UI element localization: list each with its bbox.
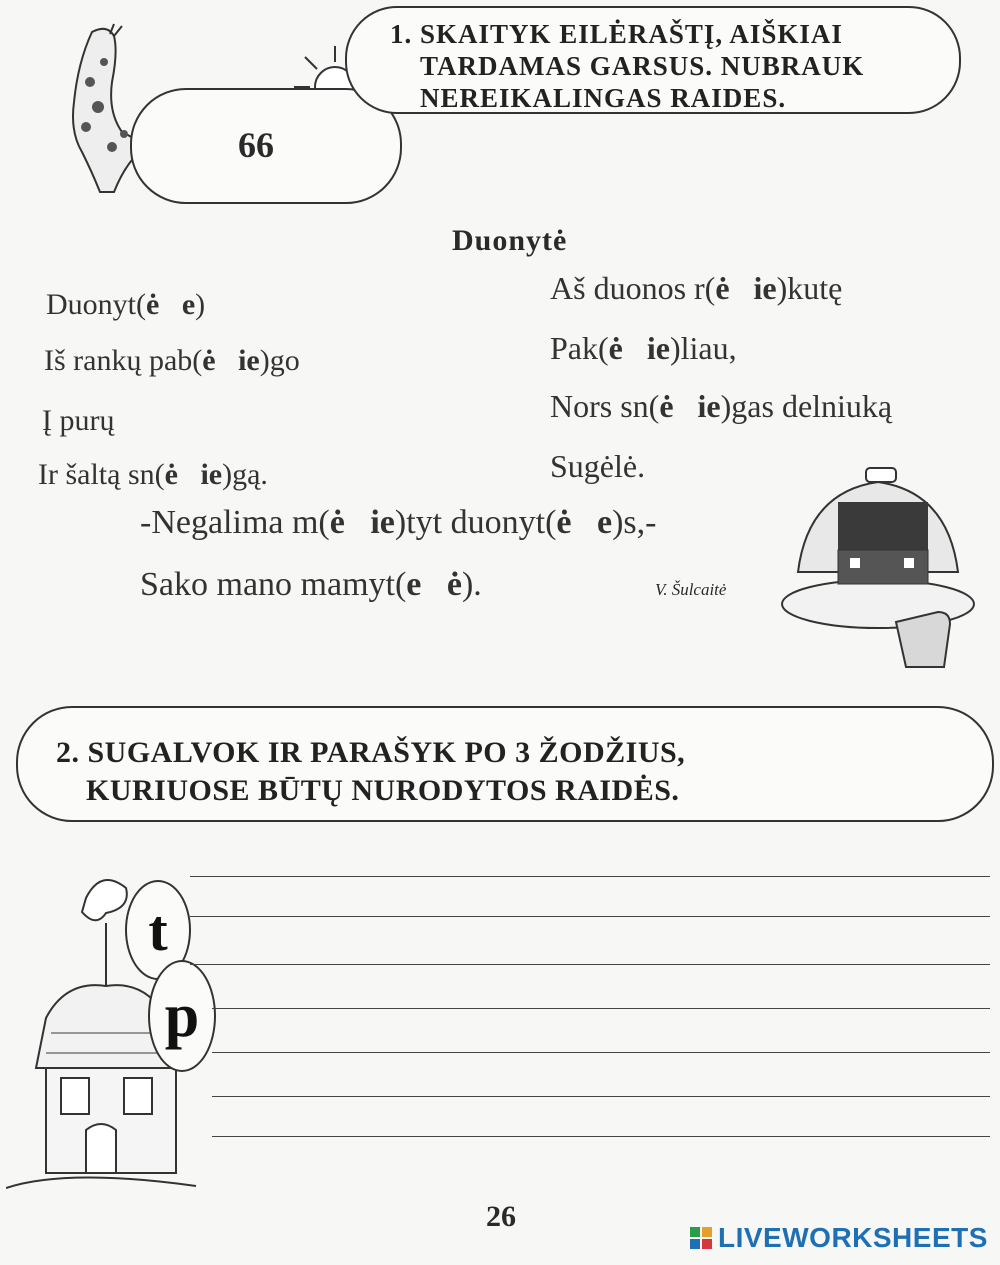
- poem-line: [140, 504, 656, 542]
- page-number: 26: [486, 1200, 516, 1233]
- task2-instruction: [56, 734, 685, 810]
- letter-choice[interactable]: e ė: [406, 566, 462, 603]
- letter-p-oval: p: [148, 960, 216, 1072]
- exercise-number: 66: [238, 125, 274, 165]
- bread-house-illustration: [778, 462, 978, 672]
- letter-choice[interactable]: ė ie: [329, 504, 395, 541]
- letter-choice[interactable]: ė ie: [715, 270, 777, 306]
- letter-choice[interactable]: ė e: [146, 288, 196, 321]
- task1-line: NEREIKALINGAS RAIDES.: [420, 83, 787, 113]
- poem-text: Nors sn(: [550, 388, 660, 424]
- poem-line: [550, 388, 892, 425]
- letter-choice[interactable]: ė e: [556, 504, 613, 541]
- letter-choice[interactable]: ė ie: [164, 458, 223, 491]
- answer-writing-line[interactable]: [212, 1008, 990, 1009]
- poem-text: Į purų: [42, 404, 115, 437]
- poem-text: Ir šaltą sn(: [38, 458, 165, 491]
- task1-line: TARDAMAS GARSUS. NUBRAUK: [420, 51, 865, 81]
- poem-line: [140, 566, 482, 604]
- answer-writing-line[interactable]: [212, 1096, 990, 1097]
- task2-line: KURIUOSE BŪTŲ NURODYTOS RAIDĖS.: [86, 774, 680, 807]
- letter-choice[interactable]: ė ie: [202, 344, 260, 377]
- poem-text: Sugėlė.: [550, 448, 646, 484]
- poem-author: V. Šulcaitė: [655, 580, 727, 599]
- poem-line: [46, 288, 205, 322]
- poem-text: Duonyt(: [46, 288, 146, 321]
- poem-text: ).: [461, 566, 482, 603]
- answer-writing-line[interactable]: [190, 916, 990, 917]
- poem-text: )go: [259, 344, 300, 377]
- poem-text: Aš duonos r(: [550, 270, 716, 306]
- poem-line: [550, 448, 645, 485]
- poem-text: )kutę: [776, 270, 843, 306]
- poem-line: [44, 344, 300, 378]
- poem-text: Sako mano mamyt(: [140, 566, 407, 603]
- poem-text: )gą.: [222, 458, 268, 491]
- poem-text: -Negalima m(: [140, 504, 330, 541]
- answer-writing-line[interactable]: [212, 1136, 990, 1137]
- poem-line: [42, 404, 114, 438]
- answer-writing-line[interactable]: [190, 964, 990, 965]
- answer-writing-line[interactable]: [212, 1052, 990, 1053]
- task1-instruction: [390, 18, 864, 114]
- poem-line: [550, 330, 737, 367]
- poem-text: Iš rankų pab(: [44, 344, 203, 377]
- task2-line: 2. SUGALVOK IR PARAŠYK PO 3 ŽODŽIUS,: [56, 736, 686, 769]
- letter-t-oval: t: [125, 880, 191, 980]
- poem-line: [550, 270, 842, 307]
- poem-title: Duonytė: [452, 224, 568, 257]
- poem-line: [38, 458, 268, 492]
- letter-choice[interactable]: ė ie: [608, 330, 670, 366]
- poem-text: Pak(: [550, 330, 609, 366]
- poem-text: )liau,: [669, 330, 737, 366]
- poem-text: )gas delniuką: [720, 388, 893, 424]
- liveworksheets-logo[interactable]: [690, 1222, 988, 1254]
- poem-text: )tyt duonyt(: [394, 504, 557, 541]
- letter-choice[interactable]: ė ie: [659, 388, 721, 424]
- task1-line: 1. SKAITYK EILĖRAŠTĮ, AIŠKIAI: [390, 19, 843, 49]
- liveworksheets-logo-text: LIVEWORKSHEETS: [718, 1222, 988, 1253]
- answer-writing-line[interactable]: [190, 876, 990, 877]
- liveworksheets-logo-icon: [690, 1227, 712, 1249]
- poem-text: ): [195, 288, 206, 321]
- poem-text: )s,-: [612, 504, 657, 541]
